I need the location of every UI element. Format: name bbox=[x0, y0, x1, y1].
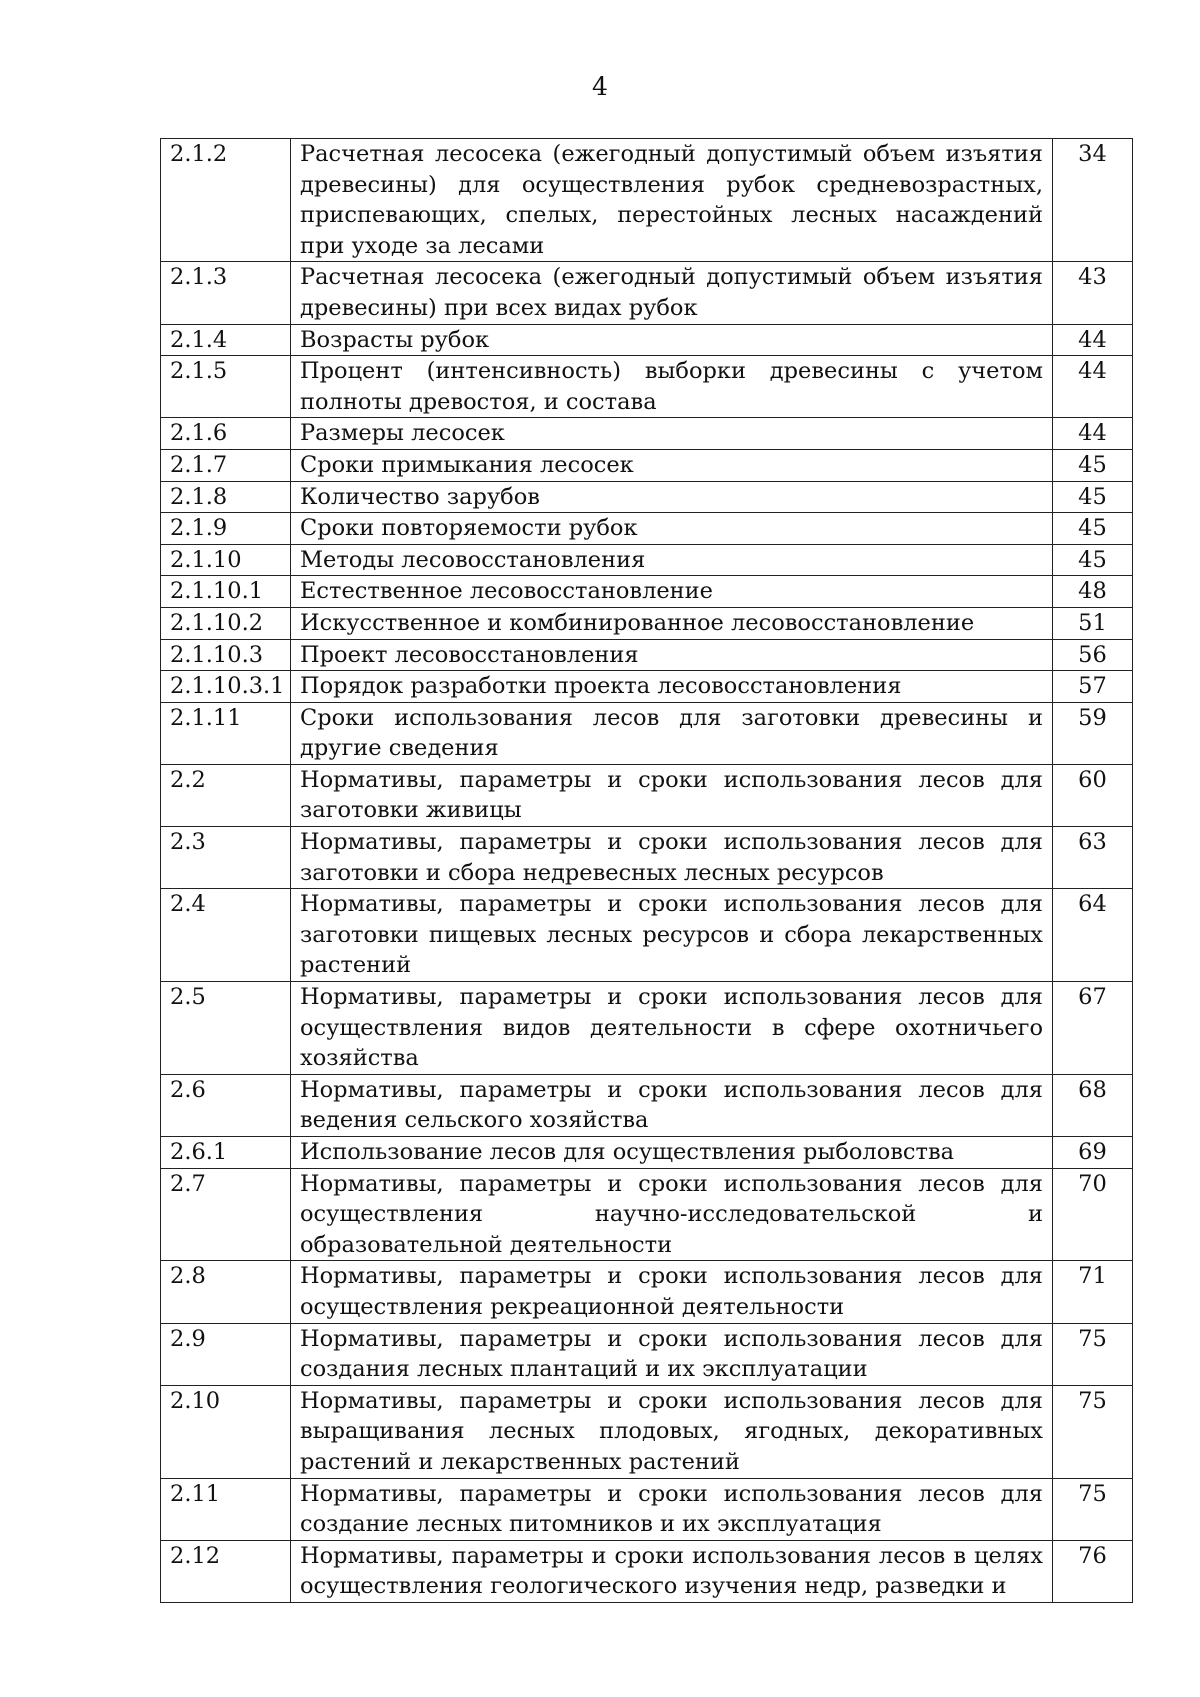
section-number: 2.8 bbox=[161, 1261, 291, 1323]
table-row bbox=[161, 1074, 1133, 1136]
table-row bbox=[161, 576, 1133, 608]
section-number: 2.5 bbox=[161, 982, 291, 1075]
section-page: 44 bbox=[1053, 324, 1133, 356]
section-title: Проект лесовосстановления bbox=[291, 639, 1053, 671]
table-row bbox=[161, 1323, 1133, 1385]
section-title: Нормативы, параметры и сроки использования лесов для ведения сельского хозяйства bbox=[291, 1074, 1053, 1136]
table-row bbox=[161, 324, 1133, 356]
section-number: 2.1.10.2 bbox=[161, 607, 291, 639]
section-page: 63 bbox=[1053, 827, 1133, 889]
section-number: 2.1.3 bbox=[161, 262, 291, 324]
section-title: Количество зарубов bbox=[291, 481, 1053, 513]
section-page: 51 bbox=[1053, 607, 1133, 639]
contents-table bbox=[160, 138, 1133, 1603]
page-number: 4 bbox=[592, 72, 608, 101]
section-number: 2.9 bbox=[161, 1323, 291, 1385]
section-title: Нормативы, параметры и сроки использования лесов для выращивания лесных плодовых, ягодных, декоративных растений и лекарственных растений bbox=[291, 1385, 1053, 1478]
section-number: 2.6.1 bbox=[161, 1137, 291, 1169]
section-title: Возрасты рубок bbox=[291, 324, 1053, 356]
section-number: 2.1.6 bbox=[161, 418, 291, 450]
section-page: 69 bbox=[1053, 1137, 1133, 1169]
table-row bbox=[161, 889, 1133, 982]
section-page: 44 bbox=[1053, 418, 1133, 450]
section-title: Нормативы, параметры и сроки использования лесов для осуществления видов деятельности в сфере охотничьего хозяйства bbox=[291, 982, 1053, 1075]
section-page: 71 bbox=[1053, 1261, 1133, 1323]
section-page: 68 bbox=[1053, 1074, 1133, 1136]
table-row bbox=[161, 356, 1133, 418]
table-row bbox=[161, 671, 1133, 703]
section-title: Нормативы, параметры и сроки использования лесов для создания лесных плантаций и их эксплуатации bbox=[291, 1323, 1053, 1385]
section-title: Естественное лесовосстановление bbox=[291, 576, 1053, 608]
section-number: 2.1.11 bbox=[161, 702, 291, 764]
section-page: 45 bbox=[1053, 513, 1133, 545]
section-number: 2.1.8 bbox=[161, 481, 291, 513]
section-title: Сроки повторяемости рубок bbox=[291, 513, 1053, 545]
section-title: Методы лесовосстановления bbox=[291, 544, 1053, 576]
section-page: 56 bbox=[1053, 639, 1133, 671]
section-page: 64 bbox=[1053, 889, 1133, 982]
section-page: 45 bbox=[1053, 481, 1133, 513]
section-title: Процент (интенсивность) выборки древесины с учетом полноты древостоя, и состава bbox=[291, 356, 1053, 418]
table-row bbox=[161, 764, 1133, 826]
table-row bbox=[161, 1385, 1133, 1478]
section-number: 2.1.10.3 bbox=[161, 639, 291, 671]
section-title: Сроки использования лесов для заготовки древесины и другие сведения bbox=[291, 702, 1053, 764]
table-row bbox=[161, 544, 1133, 576]
section-page: 67 bbox=[1053, 982, 1133, 1075]
section-title: Порядок разработки проекта лесовосстановления bbox=[291, 671, 1053, 703]
section-title: Нормативы, параметры и сроки использования лесов для заготовки живицы bbox=[291, 764, 1053, 826]
section-page: 45 bbox=[1053, 449, 1133, 481]
section-title: Размеры лесосек bbox=[291, 418, 1053, 450]
section-page: 60 bbox=[1053, 764, 1133, 826]
section-number: 2.1.5 bbox=[161, 356, 291, 418]
section-title: Нормативы, параметры и сроки использования лесов для заготовки и сбора недревесных лесных ресурсов bbox=[291, 827, 1053, 889]
section-number: 2.1.7 bbox=[161, 449, 291, 481]
table-row bbox=[161, 1168, 1133, 1261]
section-number: 2.3 bbox=[161, 827, 291, 889]
table-row bbox=[161, 481, 1133, 513]
section-page: 76 bbox=[1053, 1540, 1133, 1602]
section-title: Сроки примыкания лесосек bbox=[291, 449, 1053, 481]
section-number: 2.1.10 bbox=[161, 544, 291, 576]
table-row bbox=[161, 639, 1133, 671]
section-number: 2.4 bbox=[161, 889, 291, 982]
table-row bbox=[161, 139, 1133, 262]
section-page: 75 bbox=[1053, 1385, 1133, 1478]
section-number: 2.11 bbox=[161, 1478, 291, 1540]
section-number: 2.1.10.3.1 bbox=[161, 671, 291, 703]
section-title: Нормативы, параметры и сроки использования лесов для заготовки пищевых лесных ресурсов и сбора лекарственных растений bbox=[291, 889, 1053, 982]
section-page: 70 bbox=[1053, 1168, 1133, 1261]
table-row bbox=[161, 1540, 1133, 1602]
section-title: Искусственное и комбинированное лесовосстановление bbox=[291, 607, 1053, 639]
section-page: 45 bbox=[1053, 544, 1133, 576]
table-row bbox=[161, 262, 1133, 324]
section-title: Расчетная лесосека (ежегодный допустимый объем изъятия древесины) для осуществления рубок средневозрастных, приспевающих, спелых, перестойных лесных насаждений при уходе за лесами bbox=[291, 139, 1053, 262]
section-number: 2.1.2 bbox=[161, 139, 291, 262]
section-number: 2.1.10.1 bbox=[161, 576, 291, 608]
table-row bbox=[161, 702, 1133, 764]
table-row bbox=[161, 607, 1133, 639]
section-number: 2.7 bbox=[161, 1168, 291, 1261]
section-page: 43 bbox=[1053, 262, 1133, 324]
table-row bbox=[161, 449, 1133, 481]
section-number: 2.6 bbox=[161, 1074, 291, 1136]
section-page: 75 bbox=[1053, 1323, 1133, 1385]
section-title: Нормативы, параметры и сроки использования лесов для создание лесных питомников и их эксплуатация bbox=[291, 1478, 1053, 1540]
section-title: Нормативы, параметры и сроки использования лесов в целях осуществления геологического изучения недр, разведки и bbox=[291, 1540, 1053, 1602]
section-page: 57 bbox=[1053, 671, 1133, 703]
section-page: 34 bbox=[1053, 139, 1133, 262]
section-number: 2.10 bbox=[161, 1385, 291, 1478]
section-number: 2.1.9 bbox=[161, 513, 291, 545]
section-number: 2.2 bbox=[161, 764, 291, 826]
table-row bbox=[161, 982, 1133, 1075]
table-row bbox=[161, 827, 1133, 889]
section-page: 59 bbox=[1053, 702, 1133, 764]
table-row bbox=[161, 1137, 1133, 1169]
section-title: Расчетная лесосека (ежегодный допустимый объем изъятия древесины) при всех видах рубок bbox=[291, 262, 1053, 324]
section-title: Использование лесов для осуществления рыболовства bbox=[291, 1137, 1053, 1169]
table-row bbox=[161, 1478, 1133, 1540]
section-title: Нормативы, параметры и сроки использования лесов для осуществления научно-исследовательской и образовательной деятельности bbox=[291, 1168, 1053, 1261]
section-number: 2.1.4 bbox=[161, 324, 291, 356]
section-page: 44 bbox=[1053, 356, 1133, 418]
section-title: Нормативы, параметры и сроки использования лесов для осуществления рекреационной деятельности bbox=[291, 1261, 1053, 1323]
section-number: 2.12 bbox=[161, 1540, 291, 1602]
table-row bbox=[161, 418, 1133, 450]
table-row bbox=[161, 1261, 1133, 1323]
table-row bbox=[161, 513, 1133, 545]
contents-table-body bbox=[161, 139, 1133, 1603]
section-page: 75 bbox=[1053, 1478, 1133, 1540]
section-page: 48 bbox=[1053, 576, 1133, 608]
